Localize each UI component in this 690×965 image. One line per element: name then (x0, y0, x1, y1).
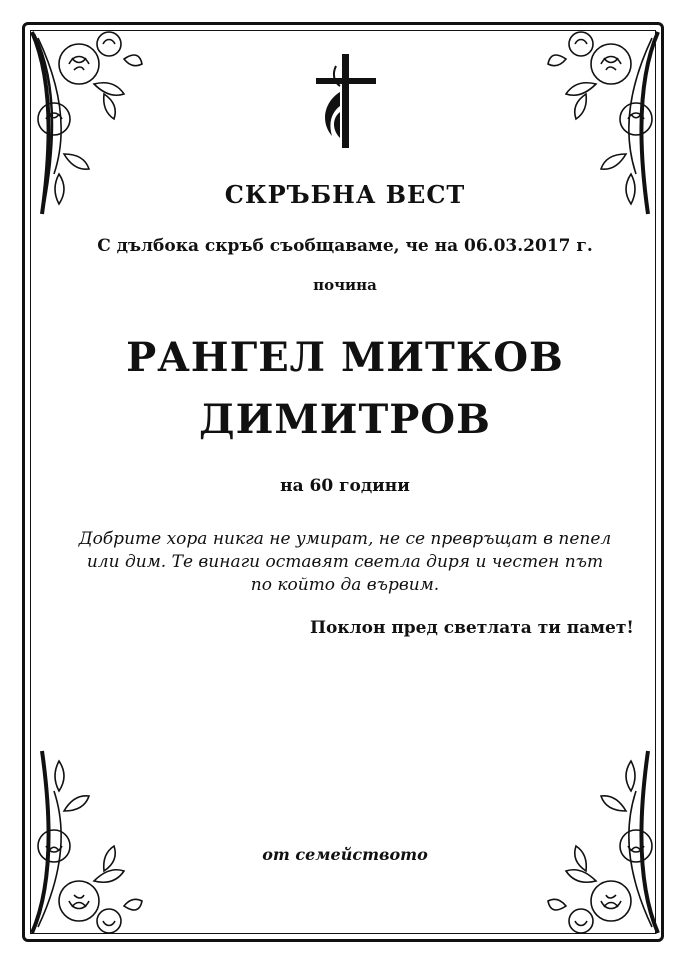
signature: от семейството (262, 845, 428, 864)
rose-ornament-icon (24, 741, 144, 941)
farewell-line: Поклон пред светлата ти памет! (310, 618, 634, 638)
notice-title: СКРЪБНА ВЕСТ (224, 180, 466, 209)
age-line: на 60 години (280, 476, 410, 496)
deceased-name-line1: РАНГЕЛ МИТКОВ (126, 334, 564, 381)
quote-line: или дим. Те винаги оставят светла диря и честен път (86, 552, 604, 572)
quote-line: по който да вървим. (250, 575, 440, 595)
cross-with-flame-icon (310, 52, 380, 150)
quote-line: Добрите хора никга не умират, не се превръщат в пепел (78, 529, 612, 549)
died-label: почина (313, 276, 377, 294)
rose-ornament-icon (546, 741, 666, 941)
intro-line: С дълбока скръб съобщаваме, че на 06.03.2017 г. (97, 236, 593, 256)
deceased-name-line2: ДИМИТРОВ (199, 396, 491, 443)
quote-block (0, 528, 690, 597)
